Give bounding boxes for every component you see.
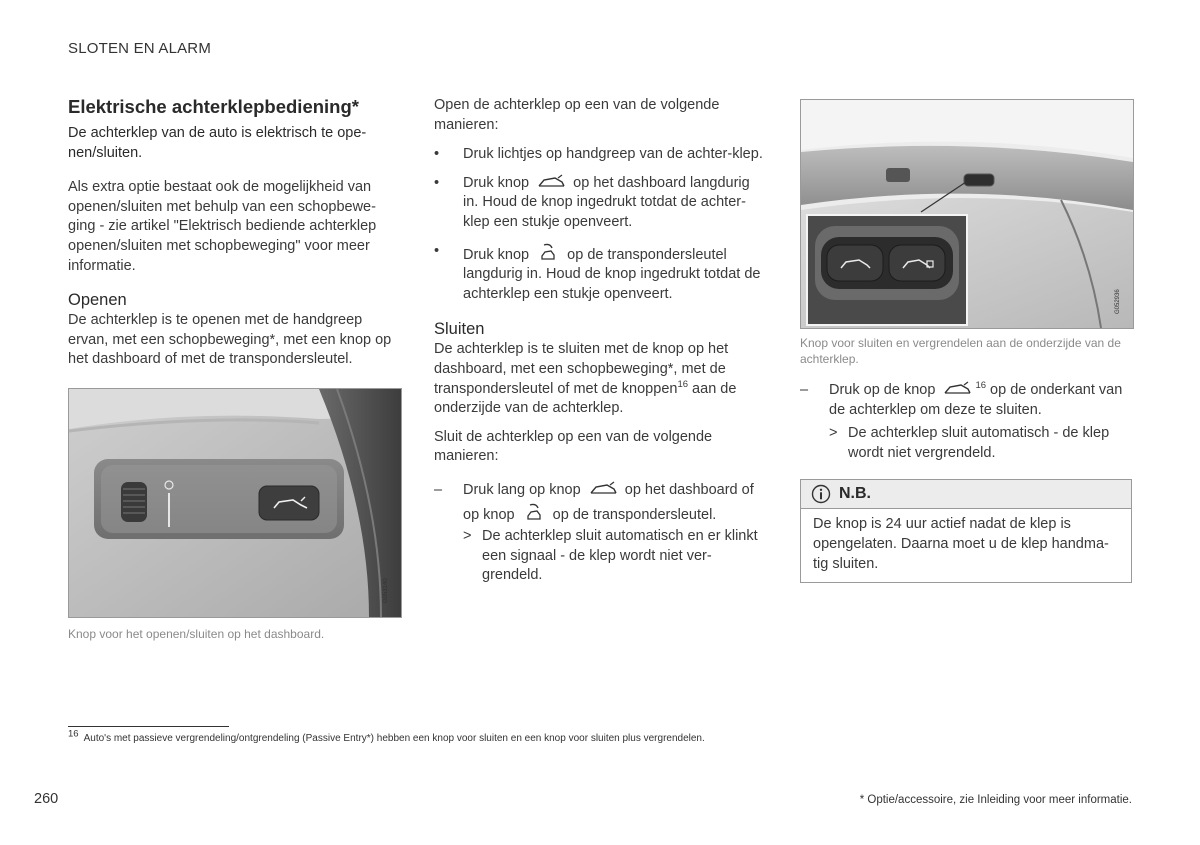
close-heading: Sluiten bbox=[434, 320, 485, 339]
open-method-list bbox=[434, 145, 769, 304]
key-fob-tailgate-icon bbox=[536, 242, 560, 262]
note-body: De knop is 24 uur actief nadat de klep is opengelaten. Daarna moet u de klep handma-tig sluiten. bbox=[813, 516, 1109, 572]
note-box bbox=[800, 479, 1132, 583]
key-fob-tailgate-icon bbox=[522, 502, 546, 522]
list-item: • Druk knop op het dashboard langdurig in. Houd de knop ingedrukt totdat de achter-klep een stukje openveert. bbox=[434, 174, 750, 230]
list-item: • Druk lichtjes op handgreep van de achter-klep. bbox=[434, 145, 769, 165]
option-text: Als extra optie bestaat ook de mogelijkheid van openen/sluiten met behulp van een schopbewe-ging - zie artikel "Elektrisch bediende achterklep openen/sluiten met schopbeweging" voor meer informatie. bbox=[68, 179, 377, 274]
bullet-mark: • bbox=[434, 174, 440, 191]
page-number: 260 bbox=[34, 791, 59, 807]
bullet-mark: • bbox=[434, 242, 440, 259]
column-right bbox=[800, 96, 1132, 583]
open-ways-text: Open de achterklep op een van de volgende manieren: bbox=[434, 97, 720, 133]
dash-mark: – bbox=[800, 382, 809, 398]
intro-text: De achterklep van de auto is elektrisch te ope-nen/sluiten. bbox=[68, 125, 367, 161]
close-text: De achterklep is te sluiten met de knop op het dashboard, met een schopbeweging*, met de transpondersleutel of met de knoppen$^{16}$ aan de onderzijde van de achterklep. bbox=[434, 341, 737, 417]
section-header: SLOTEN EN ALARM bbox=[68, 40, 212, 57]
footnote-divider bbox=[68, 726, 229, 727]
tailgate-illustration bbox=[801, 100, 1133, 328]
column-left bbox=[68, 96, 403, 642]
dash-mark: – bbox=[434, 481, 443, 498]
option-note: * Optie/accessoire, zie Inleiding voor meer informatie. bbox=[859, 794, 1132, 806]
figure-code: G053140 bbox=[383, 578, 389, 603]
note-header bbox=[801, 480, 1131, 509]
figure-caption: Knop voor sluiten en vergrendelen aan de onderzijde van de achterklep. bbox=[800, 336, 1121, 366]
close-result-item: > De achterklep sluit automatisch en er klinkt een signaal - de klep wordt niet ver-grendeld. bbox=[463, 527, 758, 584]
close-dash-item: – Druk op de knop $^{16}$ op de onderkant van de achterklep om deze te sluiten. bbox=[800, 380, 1123, 418]
dashboard-illustration bbox=[69, 389, 401, 617]
close-ways-text: Sluit de achterklep op een van de volgende manieren: bbox=[434, 428, 713, 465]
figure-code: G052936 bbox=[1115, 289, 1121, 314]
tailgate-icon bbox=[536, 174, 566, 190]
figure-caption: Knop voor het openen/sluiten op het dashboard. bbox=[68, 626, 325, 641]
info-icon bbox=[811, 484, 831, 504]
note-title: N.B. bbox=[839, 485, 871, 503]
close-result-item: > De achterklep sluit automatisch - de klep wordt niet vergrendeld. bbox=[829, 425, 1110, 461]
tailgate-icon bbox=[942, 381, 972, 397]
tailgate-icon bbox=[588, 481, 618, 497]
bullet-mark: • bbox=[434, 146, 440, 163]
open-text: De achterklep is te openen met de handgreep ervan, met een schopbeweging*, met een knop op het dashboard of met de transpondersleutel. bbox=[68, 312, 392, 368]
open-heading: Openen bbox=[68, 291, 127, 310]
dashboard-button-figure bbox=[68, 388, 402, 618]
list-item: • Druk knop op de transpondersleutel langdurig in. Houd de knop ingedrukt totdat de achterklep een stukje openveert. bbox=[434, 242, 761, 302]
page-title: Elektrische achterklepbediening* bbox=[68, 96, 359, 117]
close-dash-item: – Druk lang op knop op het dashboard of op knop op de transpondersleutel. bbox=[434, 478, 769, 527]
column-middle bbox=[434, 96, 769, 586]
tailgate-button-figure bbox=[800, 99, 1134, 329]
footnote: $^{16}$ Auto's met passieve vergrendeling/ontgrendeling (Passive Entry*) hebben een knop voor sluiten en een knop voor sluiten plus vergrendelen. bbox=[68, 728, 705, 744]
